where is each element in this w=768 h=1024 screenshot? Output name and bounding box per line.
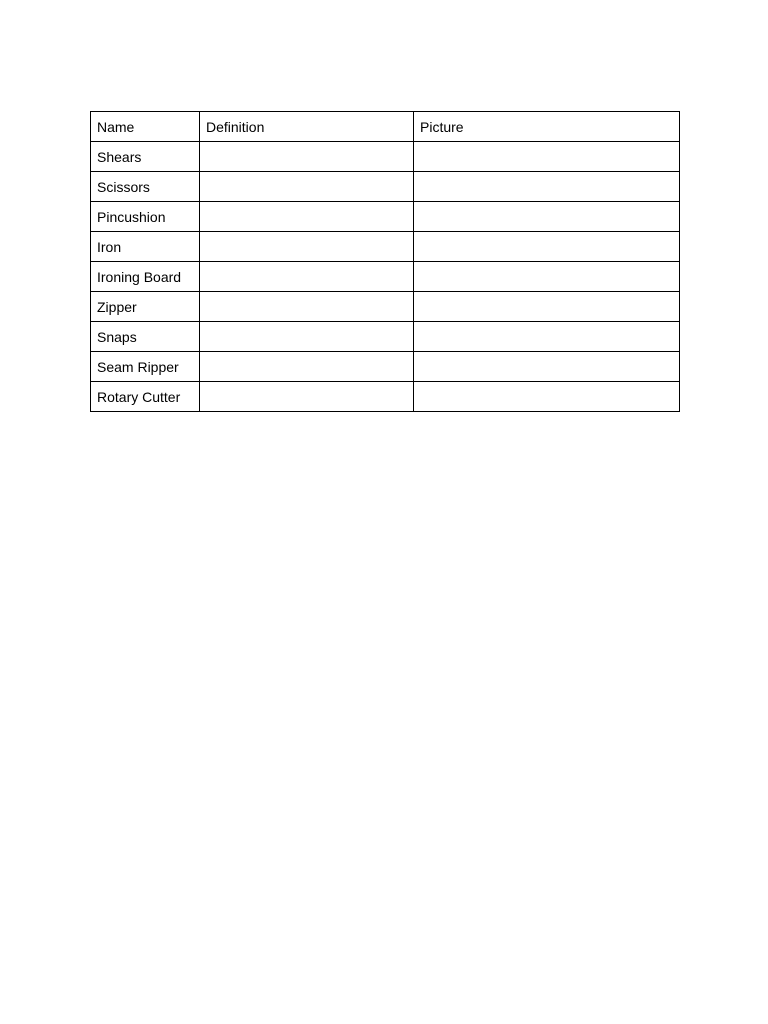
cell-picture[interactable] xyxy=(414,352,680,382)
table-row xyxy=(91,352,680,382)
table-row xyxy=(91,262,680,292)
cell-name: Iron xyxy=(91,232,200,262)
cell-definition[interactable] xyxy=(200,142,414,172)
cell-definition[interactable] xyxy=(200,322,414,352)
cell-picture[interactable] xyxy=(414,322,680,352)
cell-picture[interactable] xyxy=(414,262,680,292)
table-row xyxy=(91,322,680,352)
tools-table xyxy=(90,111,680,412)
cell-name: Shears xyxy=(91,142,200,172)
cell-name: Ironing Board xyxy=(91,262,200,292)
cell-definition[interactable] xyxy=(200,292,414,322)
cell-name: Rotary Cutter xyxy=(91,382,200,412)
cell-picture[interactable] xyxy=(414,202,680,232)
table-row xyxy=(91,142,680,172)
cell-picture[interactable] xyxy=(414,172,680,202)
cell-name: Snaps xyxy=(91,322,200,352)
cell-definition[interactable] xyxy=(200,382,414,412)
table-row xyxy=(91,382,680,412)
table-header-row xyxy=(91,112,680,142)
cell-picture[interactable] xyxy=(414,382,680,412)
cell-name: Zipper xyxy=(91,292,200,322)
header-picture: Picture xyxy=(414,112,680,142)
cell-picture[interactable] xyxy=(414,232,680,262)
cell-name: Scissors xyxy=(91,172,200,202)
table-row xyxy=(91,292,680,322)
cell-picture[interactable] xyxy=(414,292,680,322)
cell-definition[interactable] xyxy=(200,262,414,292)
header-definition: Definition xyxy=(200,112,414,142)
table-row xyxy=(91,172,680,202)
table-row xyxy=(91,232,680,262)
cell-definition[interactable] xyxy=(200,232,414,262)
cell-definition[interactable] xyxy=(200,352,414,382)
cell-name: Seam Ripper xyxy=(91,352,200,382)
cell-name: Pincushion xyxy=(91,202,200,232)
cell-definition[interactable] xyxy=(200,172,414,202)
cell-picture[interactable] xyxy=(414,142,680,172)
table-row xyxy=(91,202,680,232)
cell-definition[interactable] xyxy=(200,202,414,232)
header-name: Name xyxy=(91,112,200,142)
